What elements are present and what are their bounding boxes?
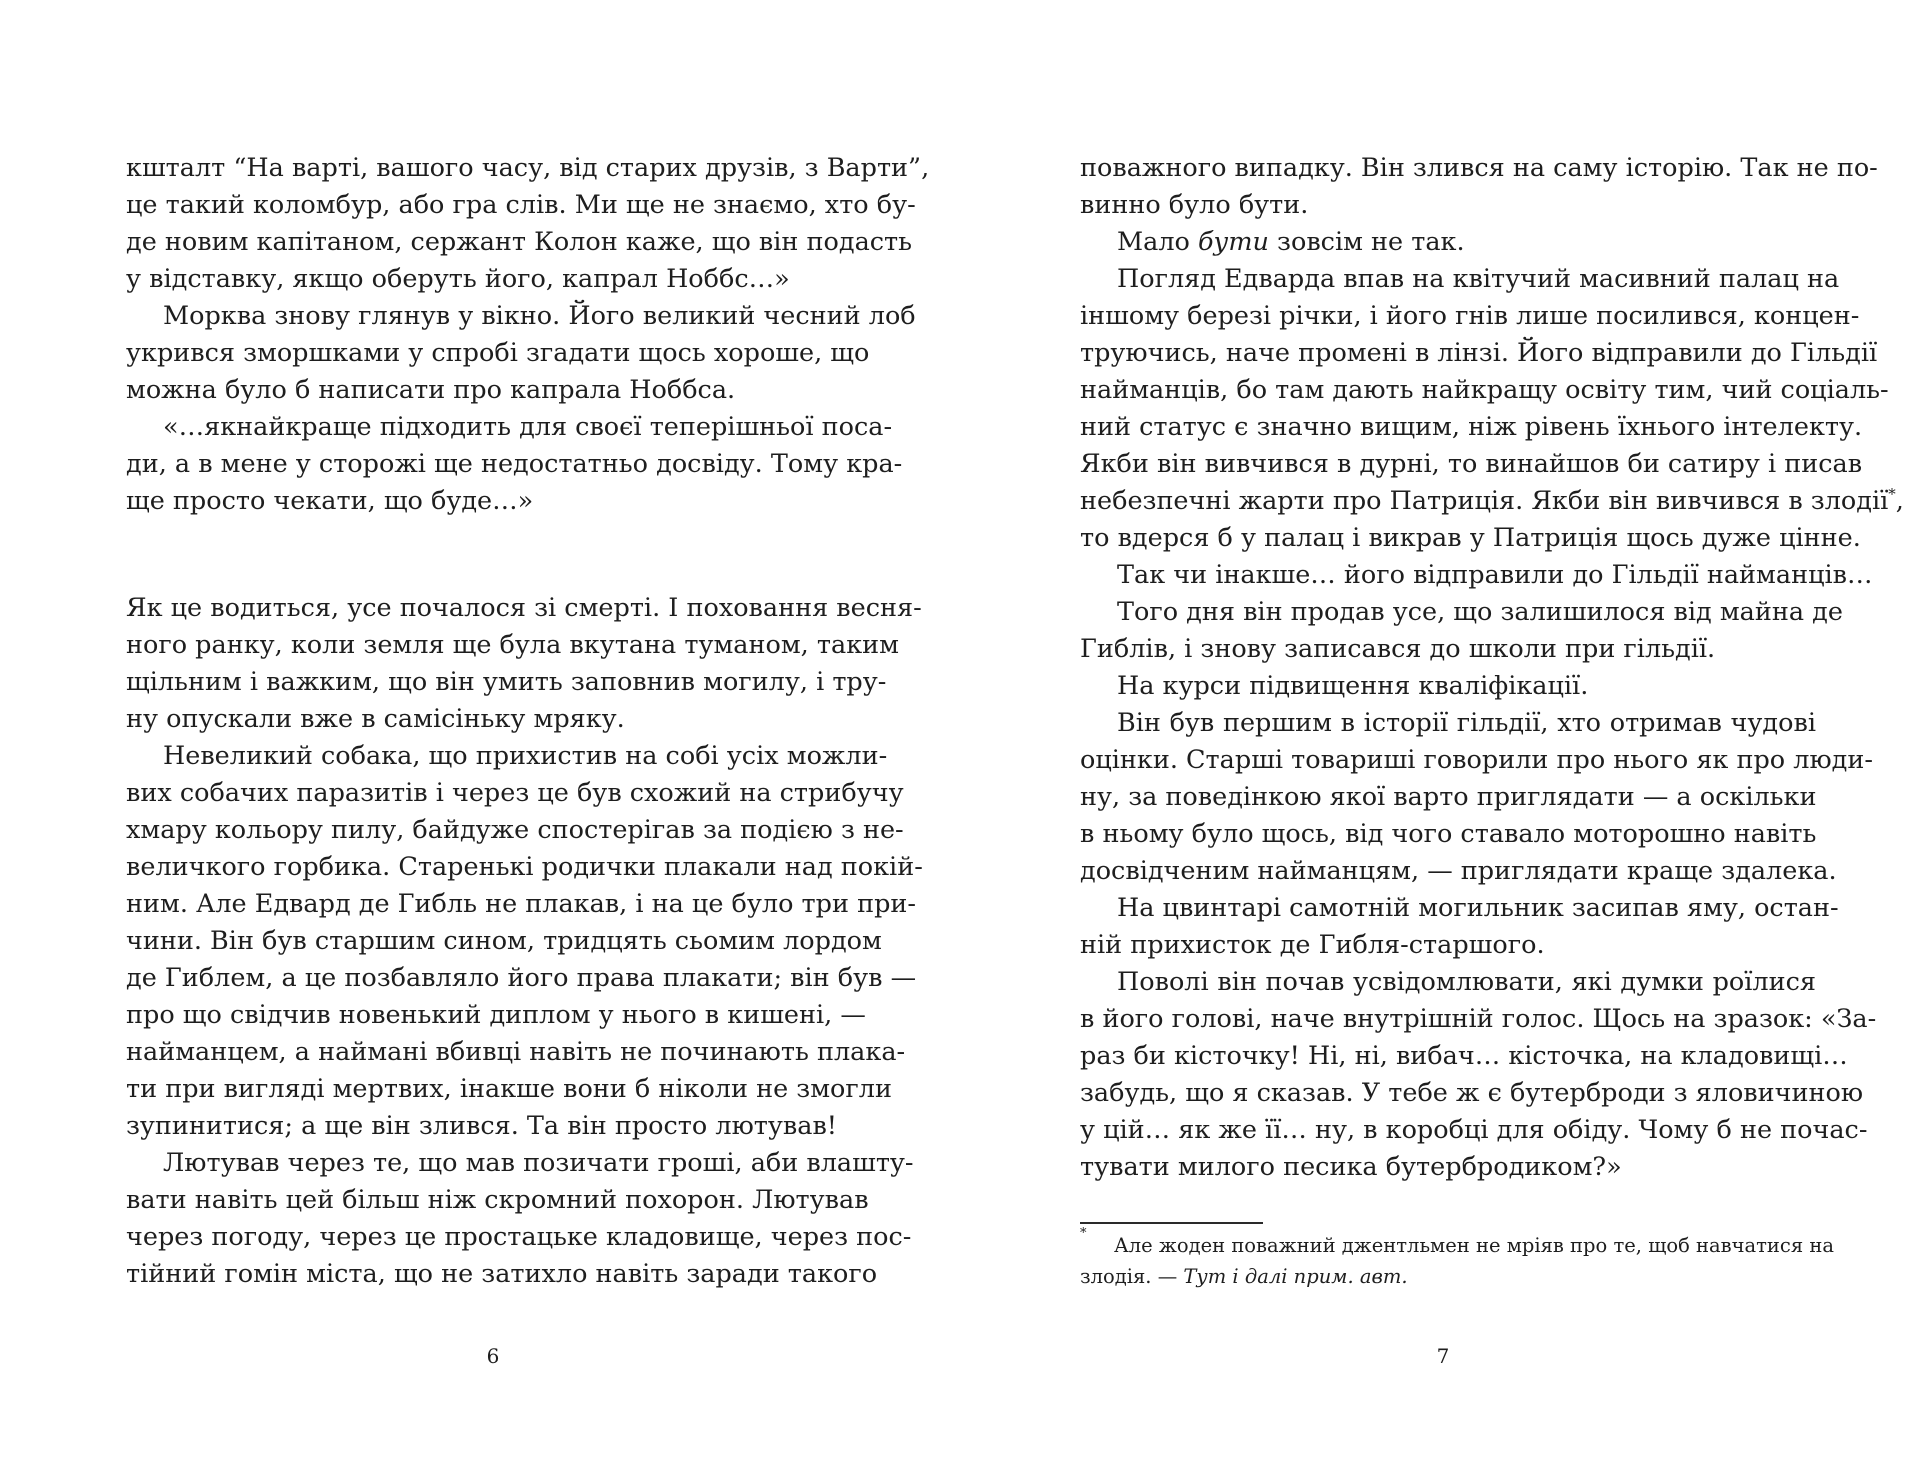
footnote-text: злодія. — — [1080, 1265, 1184, 1288]
text-segment: небезпечні жарти про Патриція. Якби він вивчився в злодії — [1080, 486, 1889, 516]
italic-segment: бути — [1197, 227, 1269, 257]
footnote-line: Але жоден поважний джентльмен не мріяв про те, щоб навчатися на — [1114, 1234, 1834, 1257]
text-line: зупинитися; а ще він злився. Та він просто лютував! — [126, 1111, 838, 1141]
text-line — [1080, 483, 1904, 520]
text-line: ній прихисток де Гибля-старшого. — [1080, 930, 1545, 960]
text-line: ну, за поведінкою якої варто приглядати — а оскільки — [1080, 782, 1817, 812]
text-line: в ньому було щось, від чого ставало моторошно навіть — [1080, 819, 1817, 849]
text-line: найманців, бо там дають найкращу освіту тим, чий соціаль- — [1080, 375, 1889, 405]
text-line: іншому березі річки, і його гнів лише посилився, концен- — [1080, 301, 1860, 331]
text-line: через погоду, через це простацьке кладовище, через пос- — [126, 1222, 912, 1252]
text-line: Поволі він почав усвідомлювати, які думки роїлися — [1117, 967, 1816, 997]
footnote-line — [1080, 1261, 1816, 1292]
text-line: досвідченим найманцям, — приглядати краще здалека. — [1080, 856, 1837, 886]
text-line: На цвинтарі самотній могильник засипав яму, остан- — [1117, 893, 1839, 923]
text-line: «…якнайкраще підходить для своєї теперішньої поса- — [163, 412, 893, 442]
text-segment: зовсім не так. — [1268, 227, 1465, 257]
text-line: у відставку, якщо оберуть його, капрал Ноббс…» — [126, 264, 790, 294]
text-line: ну опускали вже в самісіньку мряку. — [126, 704, 625, 734]
text-line: вати навіть цей більш ніж скромний похорон. Лютував — [126, 1185, 869, 1215]
text-line: ний статус є значно вищим, ніж рівень їхнього інтелекту. — [1080, 412, 1863, 442]
footnote-rule — [1080, 1222, 1263, 1224]
text-line: де новим капітаном, сержант Колон каже, що він подасть — [126, 227, 913, 257]
text-line: чини. Він був старшим сином, тридцять сьомим лордом — [126, 926, 882, 956]
text-line: винно було бути. — [1080, 190, 1309, 220]
text-line: в його голові, наче внутрішній голос. Щось на зразок: «За- — [1080, 1004, 1877, 1034]
text-line: Як це водиться, усе почалося зі смерті. І поховання весня- — [126, 593, 922, 623]
text-line: Невеликий собака, що прихистив на собі усіх можли- — [163, 741, 888, 771]
text-line: щільним і важким, що він умить заповнив могилу, і тру- — [126, 667, 887, 697]
page-number-left: 6 — [486, 1344, 500, 1368]
text-line: ного ранку, коли земля ще була вкутана туманом, таким — [126, 630, 899, 660]
text-line: Гиблів, і знову записався до школи при гільдії. — [1080, 634, 1716, 664]
text-line: укрився зморшками у спробі згадати щось хороше, що — [126, 338, 870, 368]
text-line: тійний гомін міста, що не затихло навіть заради такого — [126, 1259, 878, 1289]
text-segment: Мало — [1117, 227, 1198, 257]
text-line: про що свідчив новенький диплом у нього в кишені, — — [126, 1000, 866, 1030]
text-line: можна було б написати про капрала Ноббса. — [126, 375, 736, 405]
text-line: у цій… як же її… ну, в коробці для обіду. Чому б не почас- — [1080, 1115, 1868, 1145]
text-line: ди, а в мене у сторожі ще недостатньо досвіду. Тому кра- — [126, 449, 903, 479]
text-line: де Гиблем, а це позбавляло його права плакати; він був — — [126, 963, 917, 993]
text-line — [1080, 224, 1816, 261]
text-line: забудь, що я сказав. У тебе ж є бутерброди з яловичиною — [1080, 1078, 1864, 1108]
text-line: Якби він вивчився в дурні, то винайшов би сатиру і писав — [1080, 449, 1863, 479]
text-line: тувати милого песика бутербродиком?» — [1080, 1152, 1622, 1182]
text-line: то вдерся б у палац і викрав у Патриція щось дуже цінне. — [1080, 523, 1861, 553]
text-line: Того дня він продав усе, що залишилося від майна де — [1117, 597, 1843, 627]
footnote-marker: * — [1080, 1226, 1087, 1241]
text-line: це такий коломбур, або гра слів. Ми ще не знаємо, хто бу- — [126, 190, 916, 220]
text-line: Погляд Едварда впав на квітучий масивний палац на — [1117, 264, 1840, 294]
text-line: Морква знову глянув у вікно. Його великий чесний лоб — [163, 301, 916, 331]
text-line: Лютував через те, що мав позичати гроші, аби влашту- — [163, 1148, 914, 1178]
text-line: раз би кісточку! Ні, ні, вибач… кісточка, на кладовищі… — [1080, 1041, 1848, 1071]
text-line: труючись, наче промені в лінзі. Його відправили до Гільдії — [1080, 338, 1878, 368]
text-line: Так чи інакше… його відправили до Гільдії найманців… — [1117, 560, 1873, 590]
text-line: вих собачих паразитів і через це був схожий на стрибучу — [126, 778, 904, 808]
text-segment: , — [1895, 486, 1904, 516]
footnote-italic: Тут і далі прим. авт. — [1183, 1265, 1408, 1288]
text-line: На курси підвищення кваліфікації. — [1117, 671, 1589, 701]
text-line: величкого горбика. Старенькі родички плакали над покій- — [126, 852, 923, 882]
text-line: Він був першим в історії гільдії, хто отримав чудові — [1117, 708, 1816, 738]
footnote-reference: * — [1888, 485, 1896, 503]
text-line: оцінки. Старші товариші говорили про нього як про люди- — [1080, 745, 1873, 775]
text-line: кшталт “На варті, вашого часу, від старих друзів, з Варти”, — [126, 153, 930, 183]
page-number-right: 7 — [1436, 1344, 1450, 1368]
text-line: найманцем, а наймані вбивці навіть не починають плака- — [126, 1037, 906, 1067]
text-line: ще просто чекати, що буде…» — [126, 486, 534, 516]
text-line: ним. Але Едвард де Гибль не плакав, і на це було три при- — [126, 889, 917, 919]
text-line: поважного випадку. Він злився на саму історію. Так не по- — [1080, 153, 1878, 183]
text-line: ти при вигляді мертвих, інакше вони б ніколи не змогли — [126, 1074, 892, 1104]
text-line: хмару кольору пилу, байдуже спостерігав за подією з не- — [126, 815, 904, 845]
